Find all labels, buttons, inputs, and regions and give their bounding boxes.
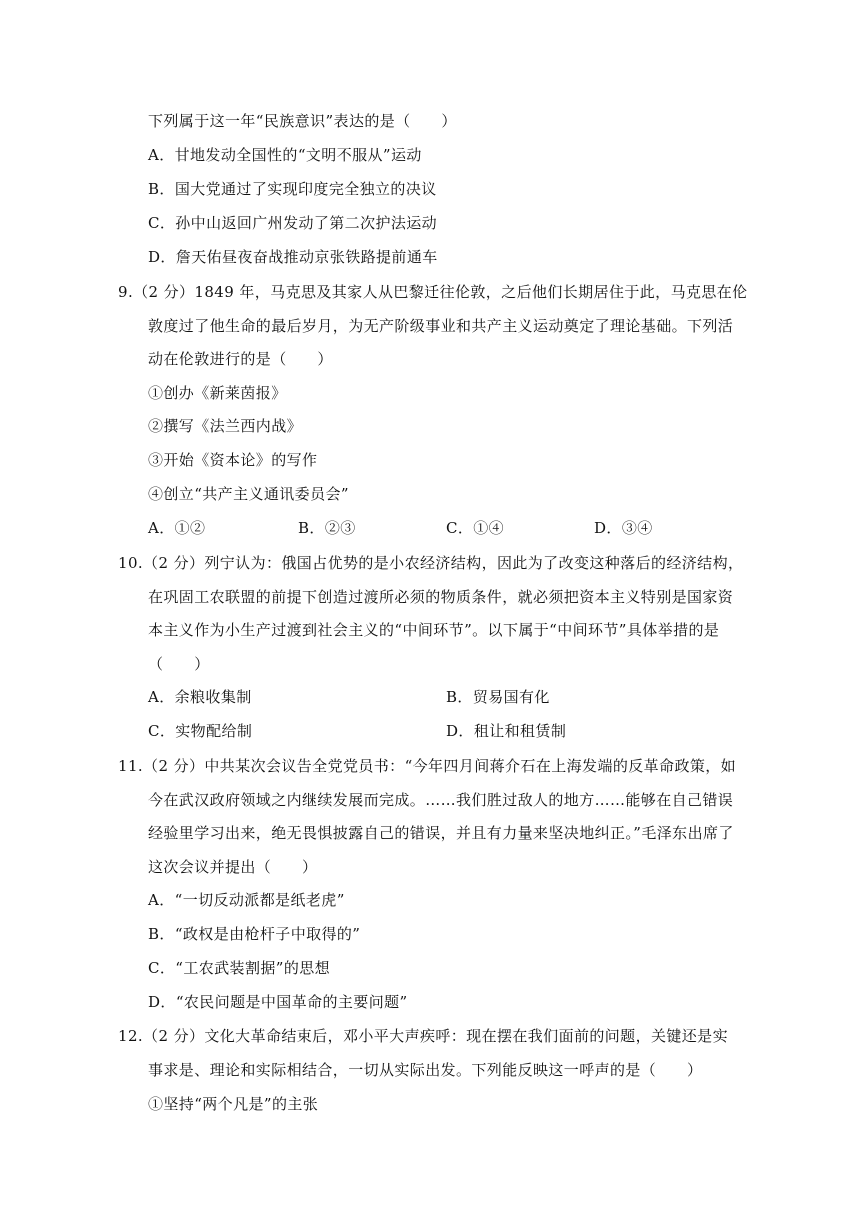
- q9-item-2: ②撰写《法兰西内战》: [148, 417, 303, 435]
- q8-stem-tail: 下列属于这一年“民族意识”表达的是（ ）: [148, 112, 457, 130]
- q11-stem-line-1: 11.（2 分）中共某次会议告全党党员书：“今年四月间蒋介石在上海发端的反革命政策，如: [118, 757, 737, 775]
- q11-stem-line-2: 今在武汉政府领域之内继续发展而完成。……我们胜过敌人的地方……能够在自己错误: [148, 791, 734, 809]
- q11-option-a: A．“一切反动派都是纸老虎”: [148, 891, 345, 909]
- q11-stem-line-3: 经验里学习出来，绝无畏惧披露自己的错误，并且有力量来坚决地纠正。”毛泽东出席了: [148, 824, 734, 842]
- q9-option-c: C．①④: [446, 519, 505, 537]
- q12-item-1: ①坚持“两个凡是”的主张: [148, 1095, 319, 1113]
- q8-option-c: C．孙中山返回广州发动了第二次护法运动: [148, 214, 438, 232]
- q9-stem-line-3: 动在伦敦进行的是（ ）: [148, 350, 333, 368]
- q10-stem-line-1: 10.（2 分）列宁认为：俄国占优势的是小农经济结构，因此为了改变这种落后的经济结构，: [118, 554, 744, 572]
- q11-option-b: B．“政权是由枪杆子中取得的”: [148, 925, 361, 943]
- q10-stem-line-2: 在巩固工农联盟的前提下创造过渡所必须的物质条件，就必须把资本主义特别是国家资: [148, 588, 734, 606]
- q9-item-3: ③开始《资本论》的写作: [148, 451, 318, 469]
- q9-option-d: D．③④: [594, 519, 653, 537]
- q9-item-1: ①创办《新莱茵报》: [148, 384, 287, 402]
- q10-option-d: D．租让和租赁制: [446, 722, 567, 740]
- q12-stem-line-1: 12.（2 分）文化大革命结束后，邓小平大声疾呼：现在摆在我们面前的问题，关键还是实: [118, 1027, 728, 1045]
- q10-stem-line-4: （ ）: [148, 655, 210, 673]
- q9-stem-line-2: 敦度过了他生命的最后岁月，为无产阶级事业和共产主义运动奠定了理论基础。下列活: [148, 317, 734, 335]
- q10-option-a: A．余粮收集制: [148, 688, 252, 706]
- q8-option-d: D．詹天佑昼夜奋战推动京张铁路提前通车: [148, 248, 438, 266]
- q9-item-4: ④创立“共产主义通讯委员会”: [148, 485, 349, 503]
- q11-option-c: C．“工农武装割据”的思想: [148, 959, 331, 977]
- q11-option-d: D．“农民问题是中国革命的主要问题”: [148, 993, 408, 1011]
- q8-option-a: A．甘地发动全国性的“文明不服从”运动: [148, 146, 422, 164]
- q12-stem-line-2: 事求是、理论和实际相结合，一切从实际出发。下列能反映这一呼声的是（ ）: [148, 1061, 703, 1079]
- q9-option-b: B．②③: [298, 519, 356, 537]
- q11-stem-line-4: 这次会议并提出（ ）: [148, 858, 318, 876]
- q10-option-c: C．实物配给制: [148, 722, 253, 740]
- q10-option-b: B．贸易国有化: [446, 688, 550, 706]
- q8-option-b: B．国大党通过了实现印度完全独立的决议: [148, 180, 437, 198]
- q9-option-a: A．①②: [148, 519, 206, 537]
- q9-stem-line-1: 9.（2 分）1849 年，马克思及其家人从巴黎迁往伦敦，之后他们长期居住于此，马克思在伦: [118, 283, 748, 301]
- q10-stem-line-3: 本主义作为小生产过渡到社会主义的“中间环节”。以下属于“中间环节”具体举措的是: [148, 621, 720, 639]
